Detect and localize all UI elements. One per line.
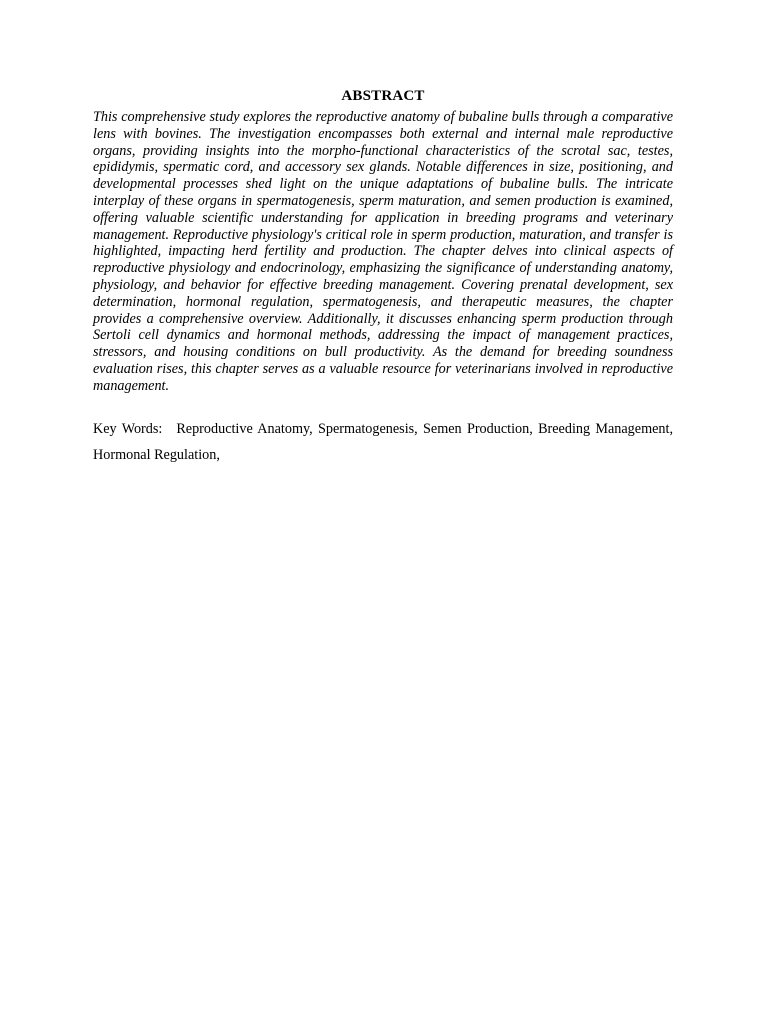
keywords-paragraph [93, 416, 673, 469]
abstract-section [93, 86, 673, 469]
abstract-paragraph: This comprehensive study explores the reproductive anatomy of bubaline bulls through a comparative lens with bovines. The investigation encompasses both external and internal male reproductive organs, providing insights into the morpho-functional characteristics of the scrotal sac, testes, epididymis, spermatic cord, and accessory sex glands. Notable differences in size, positioning, and developmental processes shed light on the unique adaptations of bubaline bulls. The intricate interplay of these organs in spermatogenesis, sperm maturation, and semen production is examined, offering valuable scientific understanding for application in breeding programs and veterinary management. Reproductive physiology's critical role in sperm production, maturation, and transfer is highlighted, impacting herd fertility and production. The chapter delves into clinical aspects of reproductive physiology and endocrinology, emphasizing the significance of understanding anatomy, physiology, and behavior for effective breeding management. Covering prenatal development, sex determination, hormonal regulation, spermatogenesis, and therapeutic measures, the chapter provides a comprehensive overview. Additionally, it discusses enhancing sperm production through Sertoli cell dynamics and hormonal methods, addressing the impact of management practices, stressors, and housing conditions on bull productivity. As the demand for breeding soundness evaluation rises, this chapter serves as a valuable resource for veterinarians involved in reproductive management. [93, 109, 673, 394]
keywords-label: Key Words: [93, 420, 163, 437]
keywords-list: Reproductive Anatomy, Spermatogenesis, Semen Production, Breeding Management, Hormonal Regulation, [93, 420, 673, 464]
abstract-heading: ABSTRACT [341, 88, 425, 104]
